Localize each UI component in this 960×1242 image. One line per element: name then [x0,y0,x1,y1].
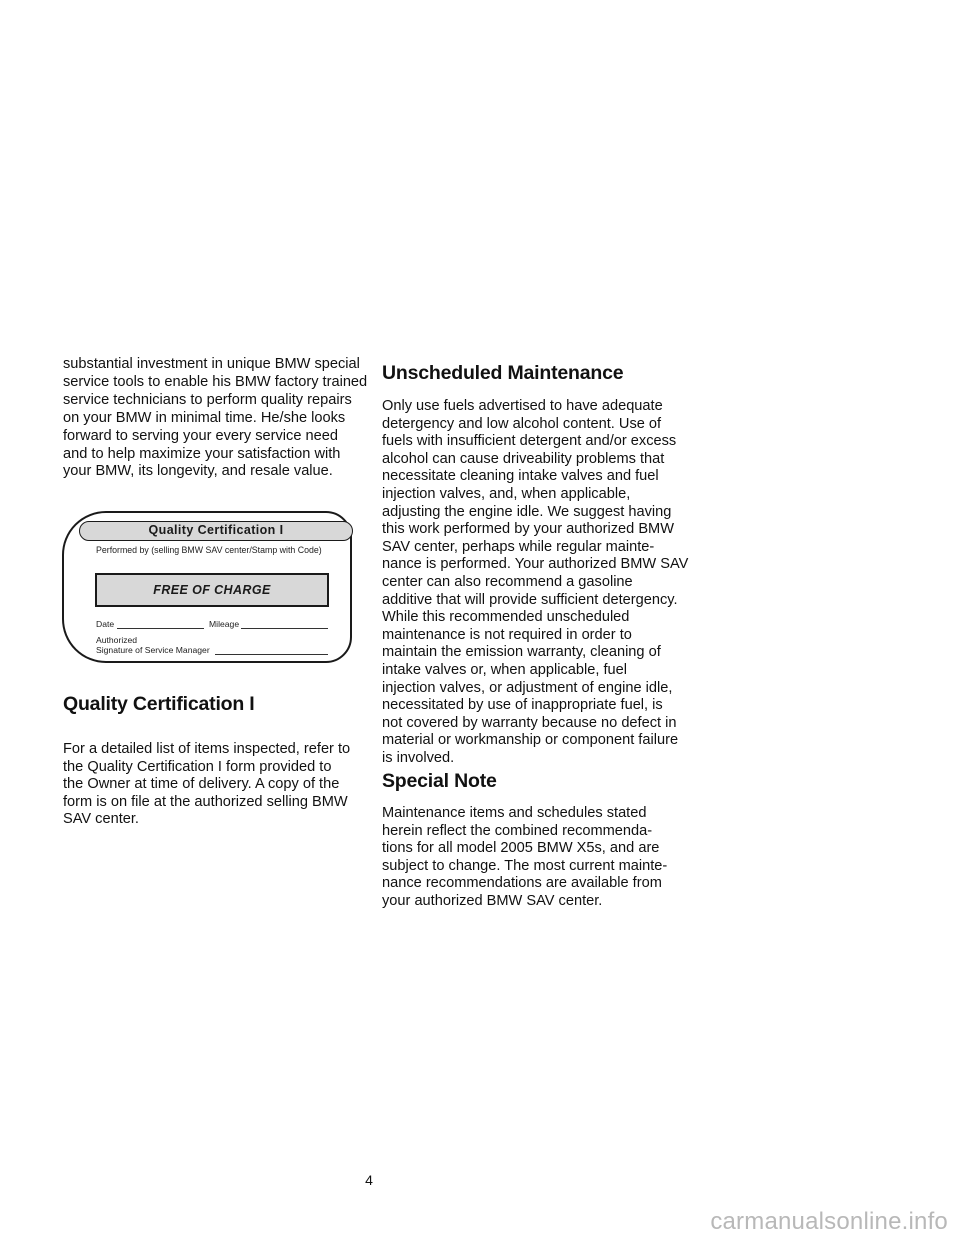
unscheduled-line: detergency and low alcohol content. Use of [382,415,662,432]
intro-line: forward to serving your every service need [63,427,338,444]
page-number: 4 [365,1172,373,1188]
special-note-paragraph [382,805,682,911]
intro-line: and to help maximize your satisfaction with [63,445,341,462]
quality-line: the Quality Certification I form provided to [63,758,332,775]
unscheduled-line: is involved. [382,749,455,766]
quality-line: the Owner at time of delivery. A copy of the [63,776,340,793]
unscheduled-line: intake valves or, when applicable, fuel [382,661,628,678]
certificate-title: Quality Certification I [79,521,353,541]
signature-underline [215,654,328,655]
unscheduled-line: necessitated by use of inappropriate fuel, is [382,697,663,714]
quality-line: form is on file at the authorized selling BMW [63,793,348,810]
mileage-underline [241,628,328,629]
unscheduled-line: Only use fuels advertised to have adequate [382,398,663,414]
date-label: Date [96,619,115,629]
unscheduled-line: material or workmanship or component failure [382,732,679,749]
certificate-subtitle: Performed by (selling BMW SAV center/Stamp with Code) [96,545,322,555]
unscheduled-line: maintain the emission warranty, cleaning of [382,644,661,661]
unscheduled-line: additive that will provide sufficient detergency. [382,591,678,608]
unscheduled-line: alcohol can cause driveability problems that [382,450,665,467]
intro-line: on your BMW in minimal time. He/she looks [63,409,346,426]
unscheduled-maintenance-heading: Unscheduled Maintenance [382,362,624,384]
intro-line: substantial investment in unique BMW special [63,356,360,372]
unscheduled-line: injection valves, and, when applicable, [382,485,631,502]
unscheduled-line: SAV center, perhaps while regular mainte- [382,538,655,555]
unscheduled-line: not covered by warranty because no defect in [382,714,677,731]
mileage-label: Mileage [209,619,240,629]
unscheduled-line: While this recommended unscheduled [382,609,630,626]
special-line: your authorized BMW SAV center. [382,892,603,909]
special-line: herein reflect the combined recommenda- [382,822,653,839]
date-underline [117,628,204,629]
special-line: subject to change. The most current mainte- [382,857,668,874]
intro-paragraph [63,356,368,481]
intro-line: your BMW, its longevity, and resale value. [63,463,333,480]
unscheduled-line: maintenance is not required in order to [382,626,632,643]
unscheduled-line: this work performed by your authorized BMW [382,521,674,538]
special-line: tions for all model 2005 BMW X5s, and are [382,840,660,857]
intro-line: service tools to enable his BMW factory trained [63,373,368,390]
free-of-charge-stamp: FREE OF CHARGE [95,573,329,607]
authorized-label: Authorized [96,635,138,645]
unscheduled-line: necessitate cleaning intake valves and fuel [382,468,659,485]
unscheduled-line: fuels with insufficient detergent and/or excess [382,433,677,450]
intro-line: service technicians to perform quality repairs [63,391,352,408]
special-note-heading: Special Note [382,770,497,792]
quality-line: For a detailed list of items inspected, refer to [63,741,351,757]
unscheduled-line: adjusting the engine idle. We suggest having [382,503,672,520]
quality-line: SAV center. [63,811,139,828]
special-line: Maintenance items and schedules stated [382,805,647,821]
unscheduled-line: center can also recommend a gasoline [382,573,633,590]
quality-certification-heading: Quality Certification I [63,693,255,715]
unscheduled-maintenance-paragraph [382,398,689,767]
signature-label: Signature of Service Manager [96,645,210,655]
unscheduled-line: nance is performed. Your authorized BMW SAV [382,556,689,573]
unscheduled-line: injection valves, or adjustment of engine idle, [382,679,673,696]
special-line: nance recommendations are available from [382,875,662,892]
site-watermark: carmanualsonline.info [710,1208,948,1235]
quality-certification-paragraph [63,741,358,829]
